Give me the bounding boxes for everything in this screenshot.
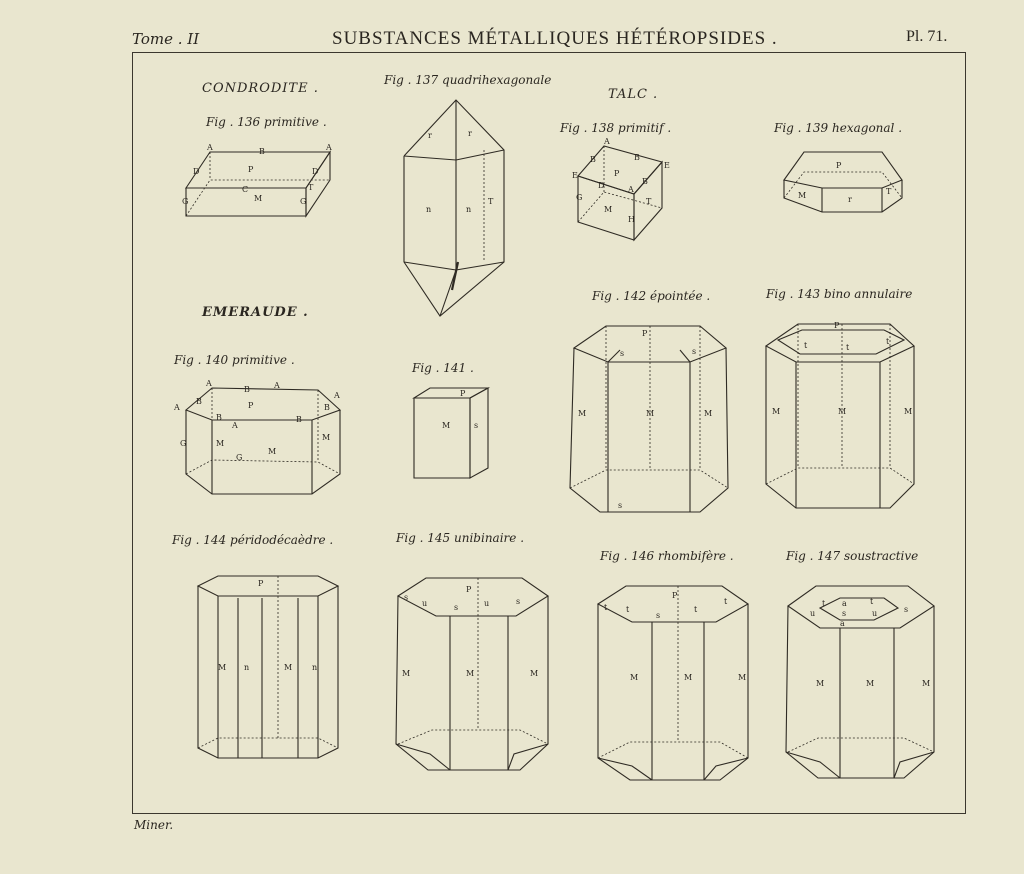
- svg-text:E: E: [664, 161, 670, 170]
- svg-text:E: E: [572, 171, 578, 180]
- svg-text:M: M: [466, 669, 475, 678]
- caption-fig-139: Fig . 139 hexagonal .: [774, 121, 903, 135]
- svg-text:s: s: [404, 593, 409, 602]
- svg-text:A: A: [174, 403, 180, 412]
- svg-text:M: M: [284, 663, 293, 672]
- svg-text:P: P: [258, 579, 264, 588]
- caption-fig-146: Fig . 146 rhombifère .: [600, 549, 734, 563]
- crystal-fig-141: [414, 388, 488, 478]
- svg-text:a: a: [840, 619, 845, 628]
- crystal-fig-138: [572, 137, 670, 240]
- svg-text:M: M: [798, 191, 807, 200]
- tome-label: Tome . II: [132, 30, 200, 48]
- crystal-fig-143: [766, 321, 914, 508]
- svg-text:B: B: [642, 177, 648, 186]
- svg-text:B: B: [196, 397, 202, 406]
- svg-text:t: t: [804, 341, 808, 350]
- svg-text:A: A: [628, 185, 634, 194]
- svg-text:A: A: [604, 137, 610, 146]
- caption-fig-142: Fig . 142 épointée .: [592, 289, 711, 303]
- svg-text:A: A: [232, 421, 238, 430]
- svg-text:n: n: [312, 663, 318, 672]
- caption-fig-136: Fig . 136 primitive .: [206, 115, 327, 129]
- caption-fig-138: Fig . 138 primitif .: [560, 121, 672, 135]
- svg-text:M: M: [704, 409, 713, 418]
- svg-text:t: t: [870, 597, 874, 606]
- svg-text:D: D: [193, 167, 200, 176]
- svg-text:B: B: [324, 403, 330, 412]
- svg-text:M: M: [322, 433, 331, 442]
- svg-text:T: T: [886, 187, 892, 196]
- svg-text:s: s: [474, 421, 479, 430]
- caption-fig-141: Fig . 141 .: [412, 361, 474, 375]
- svg-text:M: M: [904, 407, 913, 416]
- svg-text:M: M: [630, 673, 639, 682]
- svg-text:A: A: [206, 379, 212, 388]
- svg-text:M: M: [772, 407, 781, 416]
- svg-text:a: a: [842, 599, 847, 608]
- svg-text:r: r: [428, 131, 432, 140]
- section-talc: TALC .: [608, 87, 659, 102]
- svg-text:M: M: [646, 409, 655, 418]
- svg-text:M: M: [268, 447, 277, 456]
- crystal-fig-140: [173, 379, 340, 494]
- svg-text:A: A: [334, 391, 340, 400]
- caption-fig-147: Fig . 147 soustractive: [786, 549, 919, 563]
- svg-text:D: D: [598, 181, 605, 190]
- svg-text:P: P: [836, 161, 842, 170]
- crystal-fig-142: [570, 326, 728, 512]
- svg-text:t: t: [822, 599, 826, 608]
- svg-text:P: P: [614, 169, 620, 178]
- caption-fig-140: Fig . 140 primitive .: [174, 353, 295, 367]
- svg-text:P: P: [248, 401, 254, 410]
- svg-text:M: M: [216, 439, 225, 448]
- svg-text:t: t: [604, 603, 608, 612]
- svg-text:M: M: [866, 679, 875, 688]
- svg-text:G: G: [300, 197, 307, 206]
- svg-text:M: M: [738, 673, 747, 682]
- svg-text:r: r: [848, 195, 852, 204]
- caption-fig-145: Fig . 145 unibinaire .: [396, 531, 525, 545]
- section-emeraude: EMERAUDE .: [202, 305, 309, 320]
- svg-text:B: B: [296, 415, 302, 424]
- svg-text:s: s: [692, 347, 697, 356]
- svg-text:G: G: [576, 193, 583, 202]
- svg-text:M: M: [254, 194, 263, 203]
- svg-text:B: B: [216, 413, 222, 422]
- svg-text:s: s: [454, 603, 459, 612]
- crystal-fig-145: [396, 578, 548, 770]
- svg-text:M: M: [604, 205, 613, 214]
- svg-text:t: t: [694, 605, 698, 614]
- svg-text:P: P: [460, 389, 466, 398]
- svg-text:B: B: [259, 147, 265, 156]
- svg-text:s: s: [842, 609, 847, 618]
- svg-text:M: M: [530, 669, 539, 678]
- svg-text:u: u: [872, 609, 878, 618]
- svg-text:D: D: [312, 167, 319, 176]
- svg-text:T: T: [646, 197, 652, 206]
- crystal-fig-144: [198, 576, 338, 758]
- svg-text:G: G: [180, 439, 187, 448]
- svg-text:s: s: [904, 605, 909, 614]
- caption-fig-137: Fig . 137 quadrihexagonale: [384, 73, 552, 87]
- svg-text:M: M: [442, 421, 451, 430]
- plate-number: Pl. 71.: [906, 28, 948, 45]
- svg-text:s: s: [620, 349, 625, 358]
- svg-text:B: B: [244, 385, 250, 394]
- engraver-signature: Miner.: [134, 818, 174, 832]
- crystal-fig-136: [182, 143, 332, 216]
- svg-text:G: G: [182, 197, 189, 206]
- svg-text:M: M: [684, 673, 693, 682]
- svg-text:M: M: [922, 679, 931, 688]
- crystal-fig-146: [598, 586, 748, 780]
- svg-text:s: s: [516, 597, 521, 606]
- svg-text:P: P: [248, 165, 254, 174]
- caption-fig-144: Fig . 144 péridodécaèdre .: [172, 533, 334, 547]
- crystal-fig-147: [786, 586, 934, 778]
- svg-text:M: M: [218, 663, 227, 672]
- svg-text:t: t: [724, 597, 728, 606]
- svg-text:u: u: [422, 599, 428, 608]
- svg-text:M: M: [402, 669, 411, 678]
- svg-text:M: M: [838, 407, 847, 416]
- svg-text:n: n: [466, 205, 472, 214]
- svg-text:t: t: [626, 605, 630, 614]
- section-condrodite: CONDRODITE .: [202, 81, 319, 96]
- crystal-fig-137: [404, 100, 504, 316]
- svg-text:T: T: [308, 183, 314, 192]
- svg-text:G: G: [236, 453, 243, 462]
- svg-text:T: T: [488, 197, 494, 206]
- caption-fig-143: Fig . 143 bino annulaire: [766, 287, 913, 301]
- svg-text:A: A: [207, 143, 213, 152]
- svg-text:s: s: [618, 501, 623, 510]
- svg-text:A: A: [326, 143, 332, 152]
- svg-text:s: s: [656, 611, 661, 620]
- plate-title: SUBSTANCES MÉTALLIQUES HÉTÉROPSIDES .: [332, 28, 778, 49]
- svg-text:u: u: [484, 599, 490, 608]
- svg-text:P: P: [834, 321, 840, 330]
- svg-text:M: M: [816, 679, 825, 688]
- svg-text:B: B: [590, 155, 596, 164]
- svg-text:B: B: [634, 153, 640, 162]
- crystal-fig-139: [784, 152, 902, 212]
- svg-text:r: r: [468, 129, 472, 138]
- svg-text:P: P: [672, 591, 678, 600]
- svg-text:H: H: [628, 215, 635, 224]
- svg-text:C: C: [242, 185, 249, 194]
- svg-text:t: t: [846, 343, 850, 352]
- svg-text:n: n: [426, 205, 432, 214]
- svg-text:P: P: [642, 329, 648, 338]
- svg-text:P: P: [466, 585, 472, 594]
- svg-text:u: u: [810, 609, 816, 618]
- svg-text:A: A: [274, 381, 280, 390]
- svg-text:t: t: [886, 337, 890, 346]
- svg-text:n: n: [244, 663, 250, 672]
- svg-text:M: M: [578, 409, 587, 418]
